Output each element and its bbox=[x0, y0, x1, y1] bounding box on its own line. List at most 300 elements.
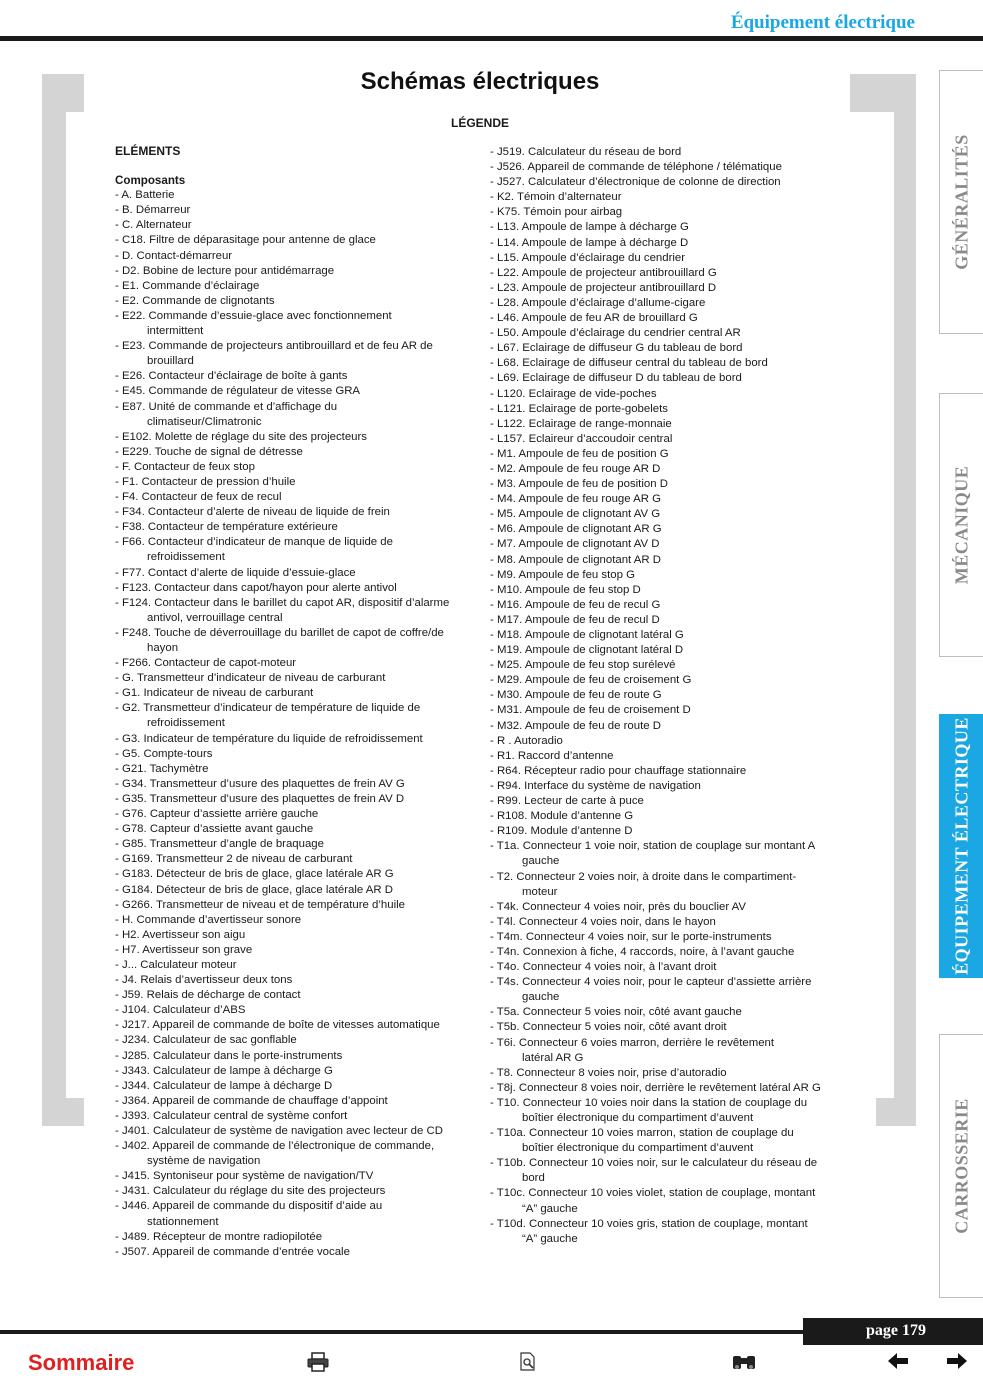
zoom-page-icon[interactable] bbox=[519, 1352, 537, 1372]
header-rule bbox=[0, 36, 983, 41]
legend-item-text: - T10c. Connecteur 10 voies violet, station de couplage, montant bbox=[490, 1187, 816, 1200]
legend-item-text: - J402. Appareil de commande de l’électronique de commande, bbox=[115, 1140, 435, 1153]
legend-item-text: - L157. Eclaireur d’accoudoir central bbox=[490, 432, 673, 445]
legend-item bbox=[115, 264, 477, 279]
legend-item-text: - J... Calculateur moteur bbox=[115, 958, 237, 971]
legend-item-text: - H7. Avertisseur son grave bbox=[115, 943, 253, 956]
legend-item bbox=[490, 190, 842, 205]
page-number: page 179 bbox=[866, 1322, 926, 1339]
legend-item-text: - M1. Ampoule de feu de position G bbox=[490, 447, 669, 460]
legend-item-text: - M18. Ampoule de clignotant latéral G bbox=[490, 629, 684, 641]
legend-item-text: - F1. Contacteur de pression d’huile bbox=[115, 475, 296, 488]
legend-item bbox=[490, 341, 842, 356]
legend-item bbox=[115, 732, 477, 747]
legend-item bbox=[490, 734, 842, 749]
legend-item-continuation: brouillard bbox=[147, 355, 194, 368]
printer-icon[interactable] bbox=[306, 1352, 330, 1372]
legend-item bbox=[115, 218, 477, 233]
legend-item-text: - T4s. Connecteur 4 voies noir, pour le capteur d’assiette arrière bbox=[490, 976, 812, 989]
legend-item bbox=[115, 762, 477, 777]
section-title: Équipement électrique bbox=[730, 12, 915, 33]
legend-item-text: - M2. Ampoule de feu rouge AR D bbox=[490, 462, 661, 475]
legend-item bbox=[490, 1126, 842, 1156]
legend-item-text: - J364. Appareil de commande de chauffage d’appoint bbox=[115, 1094, 388, 1107]
legend-item-text: - M5. Ampoule de clignotant AV G bbox=[490, 508, 661, 521]
legend-item-text: - R64. Récepteur radio pour chauffage stationnaire bbox=[490, 764, 747, 777]
legend-item-text: - F4. Contacteur de feux de recul bbox=[115, 491, 282, 504]
legend-item bbox=[490, 719, 842, 734]
legend-item-text: - J489. Récepteur de montre radiopilotée bbox=[115, 1230, 323, 1243]
legend-item-text: - F66. Contacteur d’indicateur de manque de liquide de bbox=[115, 536, 393, 549]
legend-item-text: - C. Alternateur bbox=[115, 219, 192, 232]
legend-item-continuation: intermittent bbox=[147, 325, 204, 338]
legend-item bbox=[490, 432, 842, 447]
legend-item-continuation: gauche bbox=[522, 855, 560, 868]
legend-item bbox=[115, 1199, 477, 1229]
legend-item bbox=[490, 749, 842, 764]
legend-item bbox=[115, 566, 477, 581]
legend-item bbox=[490, 975, 842, 1005]
legend-item bbox=[490, 870, 842, 900]
legend-item-text: - R1. Raccord d’antenne bbox=[490, 749, 614, 762]
legend-item-text: - G169. Transmetteur 2 de niveau de carburant bbox=[115, 853, 353, 866]
legend-item bbox=[115, 1245, 477, 1260]
legend-item bbox=[115, 792, 477, 807]
arrow-left-icon[interactable] bbox=[887, 1352, 909, 1370]
legend-item-text: - M29. Ampoule de feu de croisement G bbox=[490, 674, 692, 687]
legend-item bbox=[115, 943, 477, 958]
legend-item bbox=[490, 145, 842, 160]
legend-item-text: - M31. Ampoule de feu de croisement D bbox=[490, 704, 691, 717]
legend-item-text: - T8j. Connecteur 8 voies noir, derrière le revêtement latéral AR G bbox=[490, 1081, 821, 1094]
legend-item bbox=[490, 175, 842, 190]
legend-item bbox=[115, 1139, 477, 1169]
legend-item-text: - F38. Contacteur de température extérieure bbox=[115, 521, 338, 534]
legend-item-text: - L14. Ampoule de lampe à décharge D bbox=[490, 236, 689, 249]
legend-item bbox=[115, 837, 477, 852]
legend-item bbox=[115, 822, 477, 837]
legend-item-text: - J4. Relais d’avertisseur deux tons bbox=[115, 974, 293, 987]
left-legend-list bbox=[115, 188, 477, 1260]
legend-item-text: - G76. Capteur d’assiette arrière gauche bbox=[115, 808, 319, 821]
legend-item bbox=[115, 928, 477, 943]
page-title: Schémas électriques bbox=[360, 68, 600, 95]
legend-item-text: - L22. Ampoule de projecteur antibrouillard G bbox=[490, 266, 717, 279]
legend-item-continuation: climatiseur/Climatronic bbox=[147, 415, 262, 428]
tab-generalites[interactable] bbox=[939, 70, 983, 334]
legend-item-text: - E102. Molette de réglage du site des projecteurs bbox=[115, 430, 368, 443]
legend-item-text: - G184. Détecteur de bris de glace, glace latérale AR D bbox=[115, 883, 393, 896]
legend-item bbox=[115, 400, 477, 430]
legend-item-text: - J393. Calculateur central de système confort bbox=[115, 1109, 348, 1122]
legend-item bbox=[115, 1064, 477, 1079]
legend-item-continuation: latéral AR G bbox=[522, 1051, 584, 1064]
legend-item-continuation: boîtier électronique du compartiment d’auvent bbox=[522, 1112, 754, 1124]
legend-item-text: - F77. Contact d’alerte de liquide d’essuie-glace bbox=[115, 566, 356, 579]
legend-item bbox=[115, 1049, 477, 1064]
legend-item bbox=[490, 583, 842, 598]
legend-item-text: - M6. Ampoule de clignotant AR G bbox=[490, 523, 662, 536]
legend-item-text: - E229. Touche de signal de détresse bbox=[115, 445, 303, 458]
legend-item-text: - G183. Détecteur de bris de glace, glace latérale AR G bbox=[115, 868, 394, 881]
legend-item-text: - T4o. Connecteur 4 voies noir, à l’avant droit bbox=[490, 961, 717, 974]
legend-item-text: - M4. Ampoule de feu rouge AR G bbox=[490, 493, 661, 506]
legend-item bbox=[115, 883, 477, 898]
left-column bbox=[115, 144, 477, 1260]
legend-item bbox=[115, 535, 477, 565]
legend-item-text: - L15. Ampoule d’éclairage du cendrier bbox=[490, 251, 686, 264]
legend-item-text: - M3. Ampoule de feu de position D bbox=[490, 478, 668, 491]
legend-item bbox=[115, 1018, 477, 1033]
tab-label: CARROSSERIE bbox=[951, 1098, 971, 1234]
legend-item-text: - L122. Eclairage de range-monnaie bbox=[490, 417, 672, 430]
legend-item bbox=[490, 1005, 842, 1020]
legend-item-text: - J104. Calculateur d’ABS bbox=[115, 1004, 246, 1017]
legend-item-text: - L46. Ampoule de feu AR de brouillard G bbox=[490, 312, 698, 325]
legend-item bbox=[490, 1020, 842, 1035]
legend-item-text: - D. Contact-démarreur bbox=[115, 249, 233, 262]
legend-item-text: - L120. Eclairage de vide-poches bbox=[490, 387, 657, 400]
legend-item bbox=[115, 430, 477, 445]
legend-item-text: - J446. Appareil de commande du dispositif d’aide au bbox=[115, 1200, 383, 1213]
elements-heading: ELÉMENTS bbox=[115, 144, 181, 158]
legend-item bbox=[115, 1079, 477, 1094]
legend-item-text: - J285. Calculateur dans le porte-instruments bbox=[115, 1049, 343, 1062]
legend-item-text: - T10. Connecteur 10 voies noir dans la station de couplage du bbox=[490, 1096, 808, 1109]
legend-item bbox=[490, 492, 842, 507]
legend-item bbox=[115, 475, 477, 490]
legend-item-text: - J217. Appareil de commande de boîte de vitesses automatique bbox=[115, 1019, 440, 1032]
legend-item bbox=[490, 553, 842, 568]
legend-item bbox=[490, 251, 842, 266]
legend-item bbox=[115, 1184, 477, 1199]
left-bracket-bar bbox=[42, 74, 66, 1126]
legend-item-text: - T10a. Connecteur 10 voies marron, station de couplage du bbox=[490, 1127, 794, 1140]
legend-item bbox=[115, 1094, 477, 1109]
tab-carrosserie[interactable] bbox=[939, 1034, 983, 1298]
legend-item-text: - M9. Ampoule de feu stop G bbox=[490, 568, 635, 581]
legend-item-text: - R94. Interface du système de navigation bbox=[490, 779, 701, 792]
legend-item bbox=[490, 447, 842, 462]
legend-item bbox=[490, 326, 842, 341]
legend-item bbox=[490, 281, 842, 296]
legend-item-text: - G3. Indicateur de température du liquide de refroidissement bbox=[115, 732, 423, 745]
legend-item-text: - C18. Filtre de déparasitage pour antenne de glace bbox=[115, 234, 376, 247]
legend-item bbox=[490, 522, 842, 537]
legend-item-text: - E22. Commande d’essuie-glace avec fonctionnement bbox=[115, 309, 392, 322]
legend-item-text: - G85. Transmetteur d’angle de braquage bbox=[115, 838, 324, 851]
legend-item-text: - E2. Commande de clignotants bbox=[115, 294, 275, 307]
legend-item bbox=[490, 296, 842, 311]
legend-item bbox=[490, 1081, 842, 1096]
legend-item-text: - M19. Ampoule de clignotant latéral D bbox=[490, 644, 684, 657]
tab-mecanique[interactable] bbox=[939, 393, 983, 657]
legend-item-text: - G. Transmetteur d’indicateur de niveau de carburant bbox=[115, 672, 386, 685]
legend-item bbox=[115, 686, 477, 701]
legend-item-text: - G78. Capteur d’assiette avant gauche bbox=[115, 823, 314, 836]
legend-item bbox=[115, 490, 477, 505]
legend-item bbox=[115, 1169, 477, 1184]
legend-item bbox=[115, 581, 477, 596]
legend-item bbox=[490, 824, 842, 839]
legend-item-text: - L13. Ampoule de lampe à décharge G bbox=[490, 221, 689, 234]
legend-item bbox=[115, 1109, 477, 1124]
legend-item-text: - T5b. Connecteur 5 voies noir, côté avant droit bbox=[490, 1021, 727, 1034]
legend-item-text: - J59. Relais de décharge de contact bbox=[115, 989, 301, 1002]
legend-item bbox=[115, 203, 477, 218]
legend-item-text: - J519. Calculateur du réseau de bord bbox=[490, 146, 682, 158]
legend-item bbox=[490, 628, 842, 643]
legend-item-text: - M30. Ampoule de feu de route G bbox=[490, 689, 662, 702]
binoculars-icon[interactable] bbox=[731, 1352, 757, 1372]
legend-item-text: - F248. Touche de déverrouillage du barillet de capot de coffre/de bbox=[115, 626, 444, 639]
legend-item bbox=[490, 1186, 842, 1216]
legend-item-continuation: boîtier électronique du compartiment d’auvent bbox=[522, 1142, 754, 1155]
legend-item bbox=[115, 747, 477, 762]
tab-equipement-electrique[interactable] bbox=[939, 714, 983, 978]
tab-label: ÉQUIPEMENT ÉLECTRIQUE bbox=[951, 717, 971, 975]
legend-item bbox=[490, 643, 842, 658]
legend-item-text: - R108. Module d’antenne G bbox=[490, 810, 634, 823]
legend-item bbox=[115, 233, 477, 248]
legend-item bbox=[115, 1230, 477, 1245]
right-legend-list bbox=[490, 145, 842, 1247]
legend-item bbox=[115, 384, 477, 399]
legend-item bbox=[115, 249, 477, 264]
legend-item bbox=[490, 507, 842, 522]
legend-item bbox=[115, 460, 477, 475]
legend-item bbox=[490, 598, 842, 613]
tab-label: MÉCANIQUE bbox=[951, 465, 971, 585]
legend-item-continuation: refroidissement bbox=[147, 551, 225, 564]
legend-item-text: - L67. Eclairage de diffuseur G du tableau de bord bbox=[490, 342, 743, 355]
legend-item bbox=[490, 220, 842, 235]
legend-item bbox=[115, 1033, 477, 1048]
legend-item-text: - E45. Commande de régulateur de vitesse GRA bbox=[115, 385, 361, 398]
legend-item-text: - M16. Ampoule de feu de recul G bbox=[490, 598, 661, 611]
legend-item bbox=[115, 445, 477, 460]
legend-item bbox=[115, 505, 477, 520]
legend-heading: LÉGENDE bbox=[450, 116, 509, 130]
legend-item-text: - F34. Contacteur d’alerte de niveau de liquide de frein bbox=[115, 506, 390, 519]
legend-item-text: - T4m. Connecteur 4 voies noir, sur le porte-instruments bbox=[490, 930, 772, 943]
legend-item bbox=[490, 1036, 842, 1066]
legend-item-text: - J507. Appareil de commande d’entrée vocale bbox=[115, 1245, 350, 1258]
legend-item bbox=[115, 867, 477, 882]
legend-item-text: - A. Batterie bbox=[115, 189, 175, 202]
legend-item bbox=[490, 930, 842, 945]
legend-item-continuation: gauche bbox=[522, 991, 560, 1004]
legend-item bbox=[490, 703, 842, 718]
legend-item bbox=[490, 688, 842, 703]
legend-item-continuation: “A” gauche bbox=[522, 1232, 578, 1245]
legend-item-text: - T10d. Connecteur 10 voies gris, station de couplage, montant bbox=[490, 1217, 808, 1230]
legend-item-text: - T6i. Connecteur 6 voies marron, derrière le revêtement bbox=[490, 1036, 775, 1049]
right-bracket-bar bbox=[894, 74, 916, 1126]
components-subheading: Composants bbox=[115, 174, 186, 188]
legend-item-text: - L68. Eclairage de diffuseur central du tableau de bord bbox=[490, 357, 768, 370]
legend-item-text: - D2. Bobine de lecture pour antidémarrage bbox=[115, 264, 335, 277]
legend-item-text: - M10. Ampoule de feu stop D bbox=[490, 583, 641, 596]
legend-item bbox=[490, 1066, 842, 1081]
legend-item-text: - G34. Transmetteur d’usure des plaquettes de frein AV G bbox=[115, 777, 405, 790]
legend-item-text: - L28. Ampoule d’éclairage d’allume-cigare bbox=[490, 296, 706, 309]
legend-item bbox=[115, 898, 477, 913]
legend-item-text: - F124. Contacteur dans le barillet du capot AR, dispositif d’alarme bbox=[115, 596, 450, 609]
legend-item-text: - E23. Commande de projecteurs antibrouillard et de feu AR de bbox=[115, 340, 433, 353]
legend-item bbox=[490, 387, 842, 402]
legend-item bbox=[490, 402, 842, 417]
legend-item bbox=[490, 266, 842, 281]
right-bracket-bottom bbox=[876, 1098, 916, 1126]
legend-item-continuation: “A” gauche bbox=[522, 1202, 578, 1215]
legend-item bbox=[115, 973, 477, 988]
legend-item-text: - G1. Indicateur de niveau de carburant bbox=[115, 687, 314, 700]
legend-item-continuation: hayon bbox=[147, 642, 179, 654]
legend-item-text: - J527. Calculateur d’électronique de colonne de direction bbox=[490, 176, 781, 189]
legend-item-text: - J344. Calculateur de lampe à décharge D bbox=[115, 1079, 333, 1092]
footer-rule bbox=[0, 1330, 803, 1334]
legend-item bbox=[490, 356, 842, 371]
legend-item bbox=[490, 960, 842, 975]
legend-item bbox=[490, 915, 842, 930]
sommaire-link[interactable]: Sommaire bbox=[28, 1350, 135, 1375]
legend-item bbox=[490, 839, 842, 869]
legend-item bbox=[115, 988, 477, 1003]
legend-item-text: - G35. Transmetteur d’usure des plaquettes de frein AV D bbox=[115, 792, 405, 805]
legend-item bbox=[115, 309, 477, 339]
legend-item bbox=[490, 462, 842, 477]
legend-item-text: - T10b. Connecteur 10 voies noir, sur le calculateur du réseau de bbox=[490, 1157, 818, 1170]
legend-item bbox=[490, 1096, 842, 1126]
legend-item bbox=[115, 656, 477, 671]
legend-item-text: - E1. Commande d’éclairage bbox=[115, 279, 260, 292]
legend-item bbox=[115, 1124, 477, 1139]
legend-item bbox=[490, 537, 842, 552]
legend-item bbox=[490, 658, 842, 673]
legend-item-text: - J401. Calculateur de système de navigation avec lecteur de CD bbox=[115, 1125, 443, 1137]
legend-item-text: - L50. Ampoule d’éclairage du cendrier central AR bbox=[490, 327, 741, 340]
legend-item-text: - F. Contacteur de feux stop bbox=[115, 460, 255, 473]
legend-item bbox=[490, 477, 842, 492]
legend-item bbox=[115, 701, 477, 731]
legend-item-text: - M8. Ampoule de clignotant AR D bbox=[490, 553, 661, 566]
legend-item-text: - R99. Lecteur de carte à puce bbox=[490, 795, 644, 808]
legend-item-text: - L69. Eclairage de diffuseur D du tableau de bord bbox=[490, 372, 742, 385]
legend-item bbox=[490, 613, 842, 628]
tab-label: GÉNÉRALITÉS bbox=[951, 134, 971, 270]
legend-item-text: - T5a. Connecteur 5 voies noir, côté avant gauche bbox=[490, 1006, 742, 1019]
legend-item-text: - G266. Transmetteur de niveau et de température d’huile bbox=[115, 898, 405, 911]
legend-item-text: - J343. Calculateur de lampe à décharge G bbox=[115, 1064, 333, 1077]
legend-item bbox=[115, 294, 477, 309]
legend-item-continuation: refroidissement bbox=[147, 717, 225, 730]
legend-item-text: - E26. Contacteur d’éclairage de boîte à gants bbox=[115, 370, 348, 383]
legend-item bbox=[115, 777, 477, 792]
legend-item-text: - F266. Contacteur de capot-moteur bbox=[115, 657, 297, 670]
legend-item bbox=[490, 1217, 842, 1247]
legend-item bbox=[490, 236, 842, 251]
legend-item-text: - E87. Unité de commande et d’affichage du bbox=[115, 400, 338, 413]
legend-item bbox=[115, 369, 477, 384]
legend-item-text: - T2. Connecteur 2 voies noir, à droite dans le compartiment- bbox=[490, 870, 797, 883]
legend-item bbox=[490, 809, 842, 824]
legend-item bbox=[115, 279, 477, 294]
legend-item-continuation: bord bbox=[522, 1172, 545, 1185]
legend-item bbox=[490, 568, 842, 583]
legend-item-text: - R109. Module d’antenne D bbox=[490, 825, 633, 838]
legend-item-text: - K75. Témoin pour airbag bbox=[490, 206, 623, 219]
legend-item-continuation: moteur bbox=[522, 885, 558, 898]
legend-item-text: - J526. Appareil de commande de téléphone / télématique bbox=[490, 161, 782, 174]
legend-item bbox=[115, 188, 477, 203]
legend-item-text: - J415. Syntoniseur pour système de navigation/TV bbox=[115, 1170, 374, 1183]
legend-item bbox=[115, 852, 477, 867]
legend-item bbox=[115, 807, 477, 822]
legend-item bbox=[490, 311, 842, 326]
legend-item bbox=[490, 1156, 842, 1186]
legend-item-text: - T4l. Connecteur 4 voies noir, dans le hayon bbox=[490, 915, 716, 928]
legend-item bbox=[490, 371, 842, 386]
legend-item-continuation: système de navigation bbox=[147, 1155, 261, 1168]
legend-item bbox=[490, 794, 842, 809]
arrow-right-icon[interactable] bbox=[946, 1352, 968, 1370]
legend-item-text: - M7. Ampoule de clignotant AV D bbox=[490, 538, 660, 551]
legend-item-text: - L121. Eclairage de porte-gobelets bbox=[490, 402, 668, 415]
legend-item bbox=[115, 626, 477, 656]
legend-item bbox=[115, 913, 477, 928]
legend-item-text: - H. Commande d’avertisseur sonore bbox=[115, 913, 302, 926]
legend-item bbox=[115, 671, 477, 686]
left-bracket-bottom bbox=[42, 1098, 84, 1126]
legend-item-text: - H2. Avertisseur son aigu bbox=[115, 928, 246, 941]
legend-item-text: - T8. Connecteur 8 voies noir, prise d’autoradio bbox=[490, 1066, 727, 1079]
legend-item bbox=[490, 945, 842, 960]
legend-item-text: - J431. Calculateur du réglage du site des projecteurs bbox=[115, 1185, 386, 1198]
legend-item-text: - M17. Ampoule de feu de recul D bbox=[490, 613, 660, 626]
legend-item bbox=[115, 596, 477, 626]
legend-item bbox=[115, 339, 477, 369]
right-column bbox=[490, 145, 842, 1247]
legend-item-text: - M32. Ampoule de feu de route D bbox=[490, 719, 661, 732]
legend-item-text: - B. Démarreur bbox=[115, 204, 191, 217]
legend-item-text: - L23. Ampoule de projecteur antibrouillard D bbox=[490, 281, 717, 294]
legend-item-text: - G5. Compte-tours bbox=[115, 747, 213, 760]
legend-item-text: - K2. Témoin d’alternateur bbox=[490, 191, 622, 204]
legend-item-text: - T4n. Connexion à fiche, 4 raccords, noire, à l’avant gauche bbox=[490, 945, 795, 958]
legend-item-text: - T4k. Connecteur 4 voies noir, près du bouclier AV bbox=[490, 900, 747, 913]
legend-item bbox=[490, 673, 842, 688]
legend-item bbox=[490, 779, 842, 794]
legend-item bbox=[490, 764, 842, 779]
legend-item-text: - R . Autoradio bbox=[490, 734, 563, 747]
legend-item-text: - F123. Contacteur dans capot/hayon pour alerte antivol bbox=[115, 581, 397, 594]
legend-item-text: - M25. Ampoule de feu stop surélevé bbox=[490, 659, 676, 672]
legend-item-text: - G21. Tachymètre bbox=[115, 762, 209, 775]
legend-item bbox=[115, 1003, 477, 1018]
legend-item-continuation: antivol, verrouillage central bbox=[147, 611, 283, 624]
legend-item-text: - G2. Transmetteur d’indicateur de température de liquide de bbox=[115, 702, 421, 715]
legend-item bbox=[115, 958, 477, 973]
legend-item-continuation: stationnement bbox=[147, 1215, 219, 1228]
legend-item bbox=[490, 417, 842, 432]
legend-item-text: - J234. Calculateur de sac gonflable bbox=[115, 1034, 297, 1047]
legend-item bbox=[490, 900, 842, 915]
legend-item bbox=[115, 520, 477, 535]
legend-item bbox=[490, 160, 842, 175]
legend-item bbox=[490, 205, 842, 220]
section-tabs bbox=[939, 70, 983, 1300]
